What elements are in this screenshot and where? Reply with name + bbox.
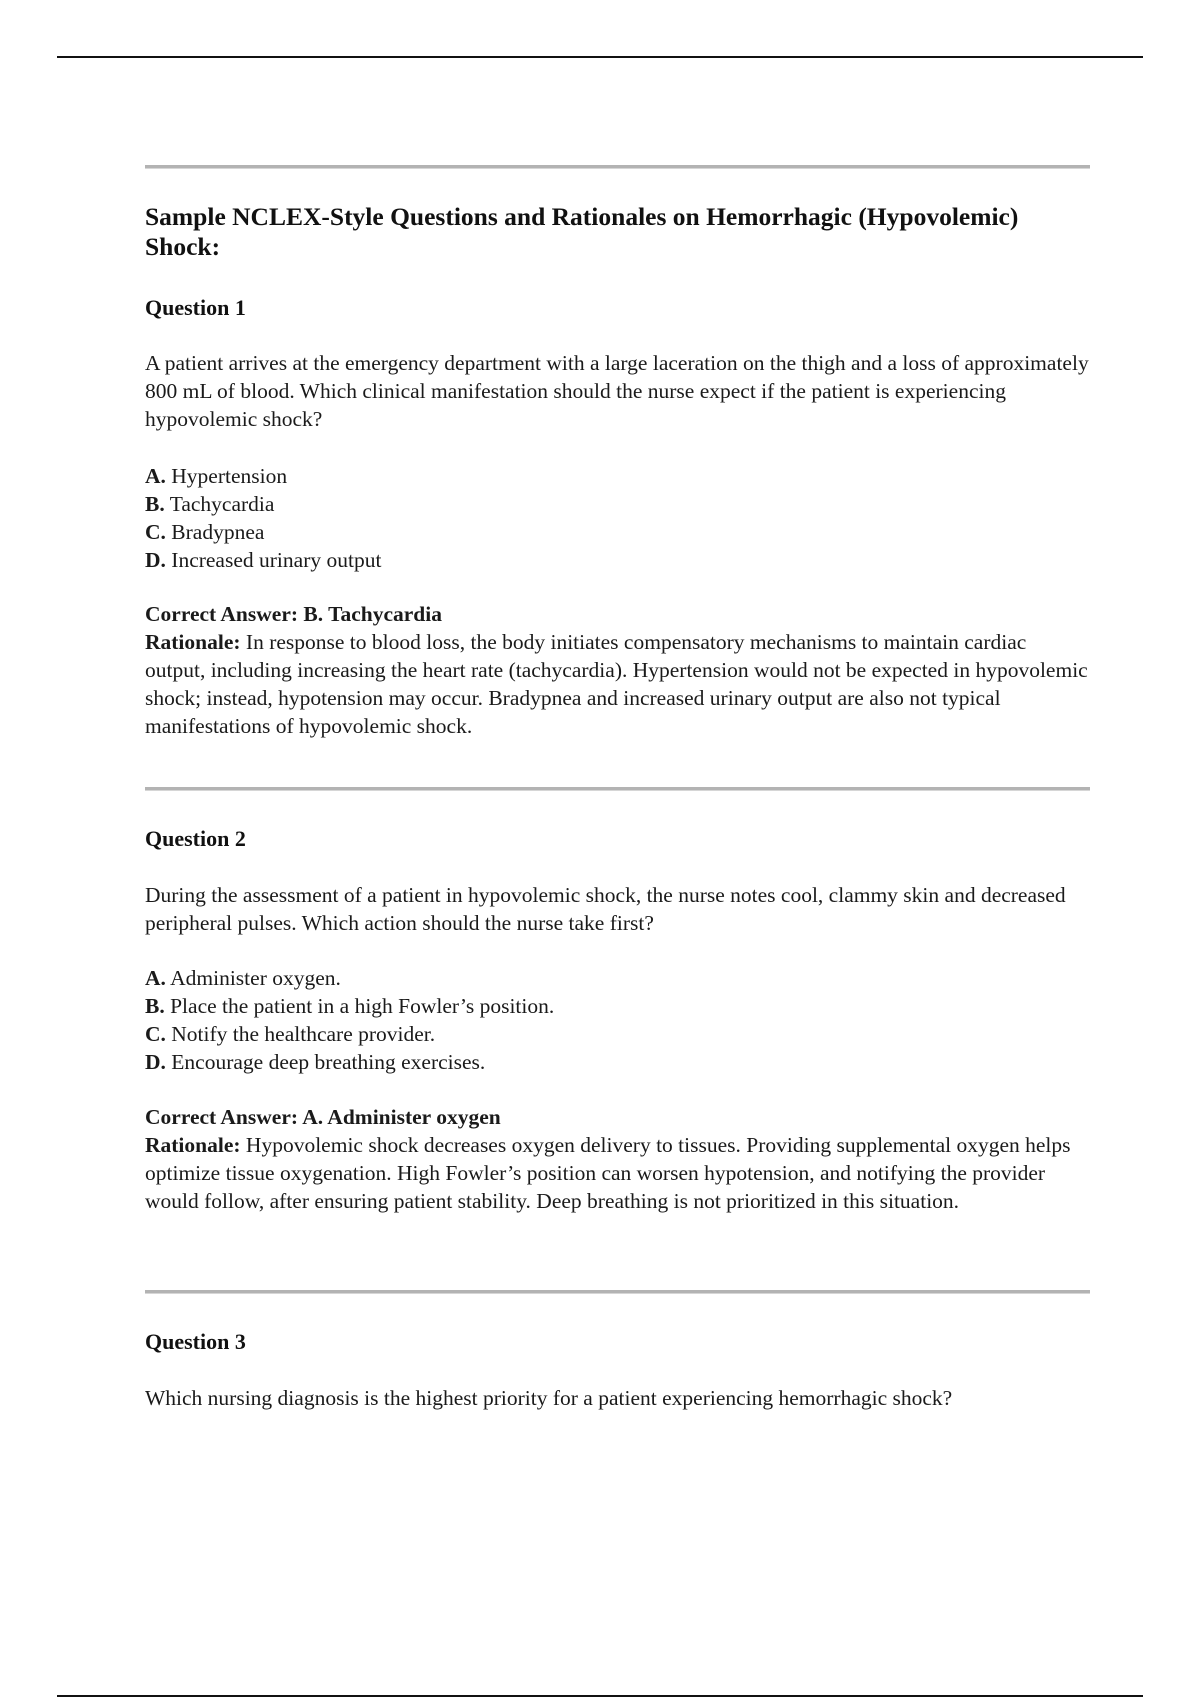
rationale-label: Rationale: [145, 1133, 241, 1157]
option-text: Increased urinary output [171, 548, 382, 572]
question-2-option-d [145, 1048, 554, 1076]
question-1-options [145, 462, 381, 574]
option-letter: C. [145, 1022, 166, 1046]
question-2-text: During the assessment of a patient in hypovolemic shock, the nurse notes cool, clammy skin and decreased peripheral pulses. Which action should the nurse take first? [145, 883, 1066, 935]
question-1-option-c [145, 518, 381, 546]
question-1-option-b [145, 490, 381, 518]
question-2-correct-answer: Correct Answer: A. Administer oxygen [145, 1105, 501, 1129]
option-letter: A. [145, 464, 166, 488]
option-letter: C. [145, 520, 166, 544]
question-1-heading: Question 1 [145, 295, 246, 320]
option-text: Notify the healthcare provider. [171, 1022, 436, 1046]
question-3-heading: Question 3 [145, 1329, 246, 1354]
option-text: Encourage deep breathing exercises. [171, 1050, 486, 1074]
question-1-option-d [145, 546, 381, 574]
question-1-answer-block [145, 600, 1090, 740]
option-text: Bradypnea [171, 520, 265, 544]
page-top-rule [57, 56, 1143, 58]
page-bottom-rule [57, 1695, 1143, 1697]
rationale-label: Rationale: [145, 630, 241, 654]
option-text: Tachycardia [169, 492, 275, 516]
option-letter: A. [145, 966, 166, 990]
question-2-heading: Question 2 [145, 826, 246, 851]
section-divider [145, 787, 1090, 791]
question-1-correct-answer: Correct Answer: B. Tachycardia [145, 602, 442, 626]
question-2-option-c [145, 1020, 554, 1048]
option-text: Hypertension [171, 464, 288, 488]
document-title: Sample NCLEX-Style Questions and Rationales on Hemorrhagic (Hypovolemic) Shock: [145, 202, 1019, 261]
option-text: Place the patient in a high Fowler’s position. [170, 994, 555, 1018]
question-2-answer-block [145, 1103, 1090, 1215]
option-letter: D. [145, 548, 166, 572]
rationale-text: Hypovolemic shock decreases oxygen delivery to tissues. Providing supplemental oxygen helps optimize tissue oxygenation. High Fowler’s position can worsen hypotension, and notifying the provider would follow, after ensuring patient stability. Deep breathing is not prioritized in this situation. [145, 1133, 1071, 1213]
question-1-text: A patient arrives at the emergency department with a large laceration on the thigh and a loss of approximately 800 mL of blood. Which clinical manifestation should the nurse expect if the patient is experiencing hypovolemic shock? [145, 351, 1089, 431]
question-2-option-b [145, 992, 554, 1020]
option-text: Administer oxygen. [170, 966, 341, 990]
question-2-option-a [145, 964, 554, 992]
question-1-rationale [145, 628, 1090, 740]
section-divider [145, 165, 1090, 169]
question-1-option-a [145, 462, 381, 490]
section-divider [145, 1290, 1090, 1294]
option-letter: B. [145, 492, 165, 516]
option-letter: D. [145, 1050, 166, 1074]
rationale-text: In response to blood loss, the body initiates compensatory mechanisms to maintain cardiac output, including increasing the heart rate (tachycardia). Hypertension would not be expected in hypovolemic shock; instead, hypotension may occur. Bradypnea and increased urinary output are also not typical manifestations of hypovolemic shock. [145, 630, 1088, 738]
question-3-text: Which nursing diagnosis is the highest priority for a patient experiencing hemorrhagic shock? [145, 1386, 953, 1410]
question-2-rationale [145, 1131, 1090, 1215]
question-2-options [145, 964, 554, 1076]
option-letter: B. [145, 994, 165, 1018]
